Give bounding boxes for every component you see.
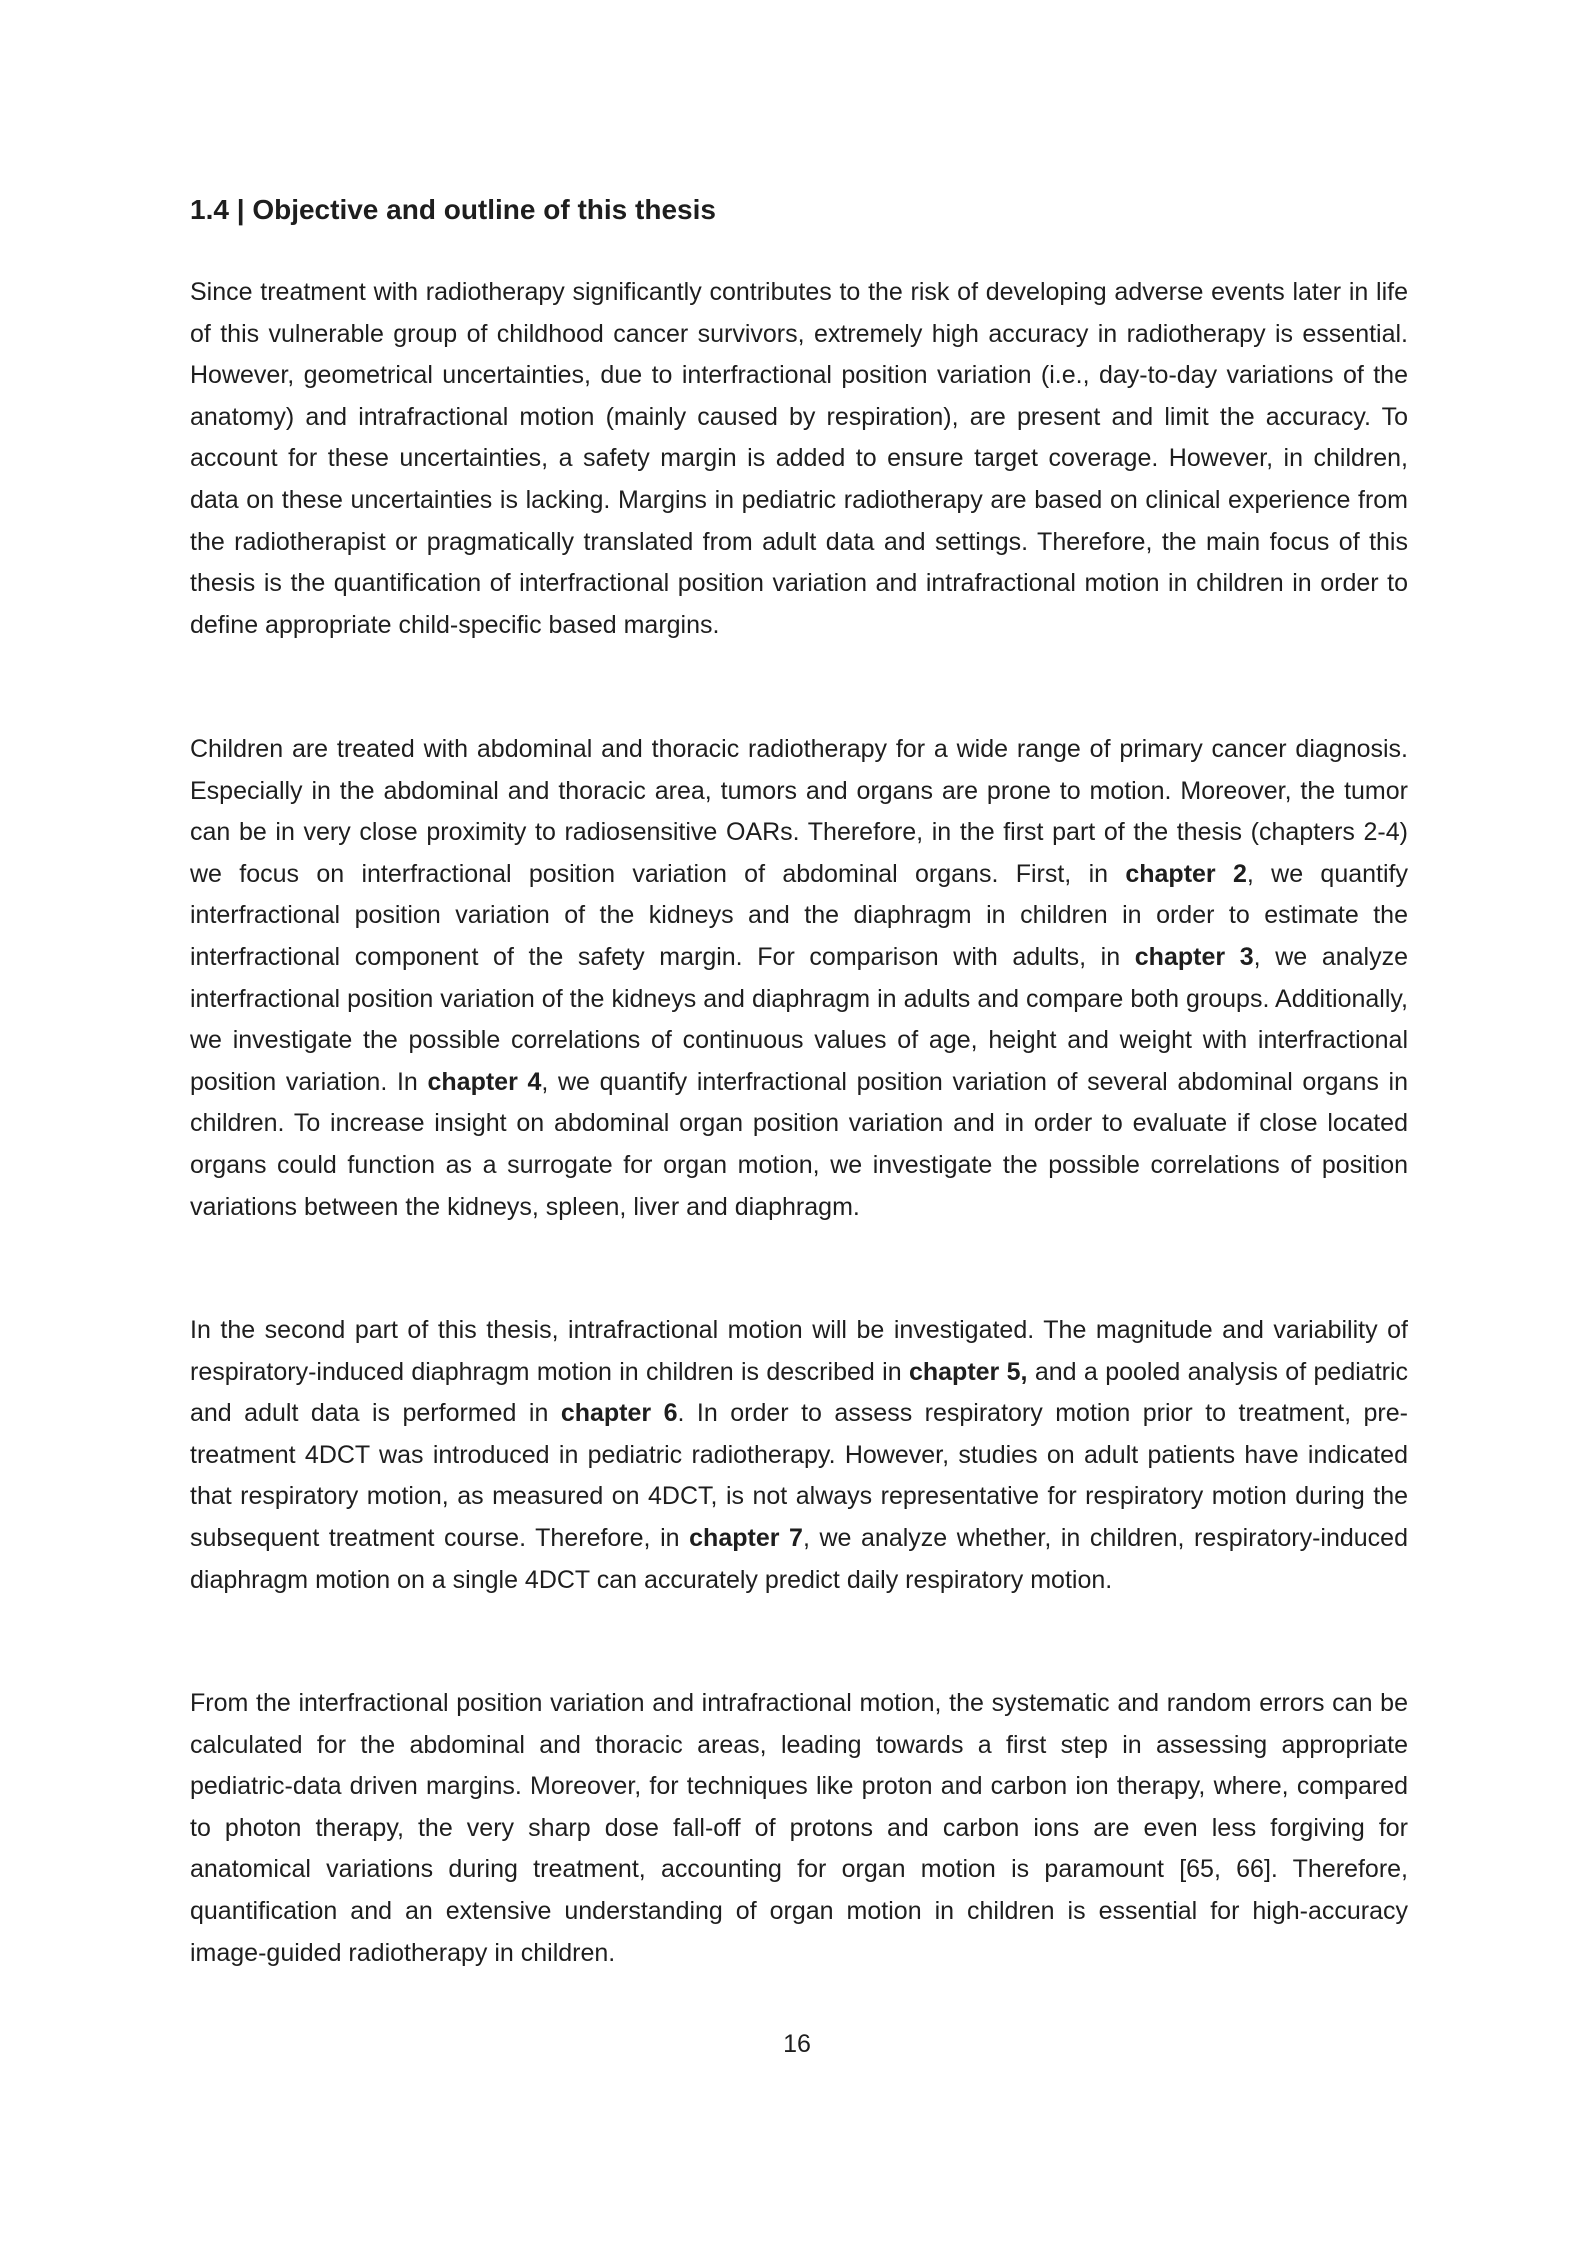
paragraph-text: From the interfractional position variation and intrafractional motion, the systematic and random errors can be calculated for the abdominal and thoracic areas, leading towards a first step in assessing appropriate pediatric-data driven margins. Moreover, for techniques like proton and carbon ion therapy, where, compared to photon therapy, the very sharp dose fall-off of protons and carbon ions are even less forgiving for anatomical variations during treatment, accounting for organ motion is paramount [65, 66]. Therefore, quantification and an extensive understanding of organ motion in children is essential for high-accuracy image-guided radiotherapy in children.	[190, 1689, 1408, 1967]
chapter-reference: chapter 6	[560, 1399, 678, 1428]
paragraph-text: and a pooled analysis of pediatric and adult data is performed in	[190, 1357, 1409, 1428]
paragraph-text: Children are treated with abdominal and thoracic radiotherapy for a wide range of primary cancer diagnosis. Especially in the abdominal and thoracic area, tumors and organs are prone to motion. Moreover, the tumor can be in very close proximity to radiosensitive OARs. Therefore, in the first part of the thesis (chapters 2-4) we focus on interfractional position variation of abdominal organs. First, in	[190, 735, 1408, 888]
paragraph-text: , we analyze whether, in children, respiratory-induced diaphragm motion on a single 4DCT can accurately predict daily respiratory motion.	[190, 1523, 1408, 1594]
paragraph-interfractional-outline	[190, 729, 1408, 1228]
paragraph-intrafractional-outline	[190, 1310, 1408, 1601]
chapter-reference: chapter 5,	[908, 1357, 1028, 1386]
paragraph-text: , we quantify interfractional position variation of the kidneys and the diaphragm in children in order to estimate the interfractional component of the safety margin. For comparison with adults, in	[190, 859, 1408, 971]
paragraph-margins-conclusion	[190, 1683, 1408, 1974]
paragraph-text: , we quantify interfractional position variation of several abdominal organs in children. To increase insight on abdominal organ position variation and in order to evaluate if close located organs could function as a surrogate for organ motion, we investigate the possible correlations of position variations between the kidneys, spleen, liver and diaphragm.	[190, 1067, 1408, 1221]
chapter-reference: chapter 4	[427, 1067, 542, 1096]
chapter-reference: chapter 2	[1125, 859, 1247, 888]
paragraph-text: , we analyze interfractional position variation of the kidneys and diaphragm in adults and compare both groups. Additionally, we investigate the possible correlations of continuous values of age, height and weight with interfractional position variation. In	[190, 942, 1408, 1096]
chapter-reference: chapter 3	[1134, 942, 1254, 971]
page-number: 16	[783, 2030, 811, 2058]
paragraph-text: In the second part of this thesis, intrafractional motion will be investigated. The magnitude and variability of respiratory-induced diaphragm motion in children is described in	[190, 1316, 1408, 1386]
chapter-reference: chapter 7	[689, 1523, 803, 1552]
paragraph-objective	[190, 272, 1408, 646]
paragraph-text: Since treatment with radiotherapy significantly contributes to the risk of developing adverse events later in life of this vulnerable group of childhood cancer survivors, extremely high accuracy in radiotherapy is essential. However, geometrical uncertainties, due to interfractional position variation (i.e., day-to-day variations of the anatomy) and intrafractional motion (mainly caused by respiration), are present and limit the accuracy. To account for these uncertainties, a safety margin is added to ensure target coverage. However, in children, data on these uncertainties is lacking. Margins in pediatric radiotherapy are based on clinical experience from the radiotherapist or pragmatically translated from adult data and settings. Therefore, the main focus of this thesis is the quantification of interfractional position variation and intrafractional motion in children in order to define appropriate child-specific based margins.	[190, 278, 1408, 639]
section-heading: 1.4 | Objective and outline of this thesis	[190, 194, 716, 225]
paragraph-text: . In order to assess respiratory motion prior to treatment, pre-treatment 4DCT was introduced in pediatric radiotherapy. However, studies on adult patients have indicated that respiratory motion, as measured on 4DCT, is not always representative for respiratory motion during the subsequent treatment course. Therefore, in	[190, 1399, 1408, 1552]
